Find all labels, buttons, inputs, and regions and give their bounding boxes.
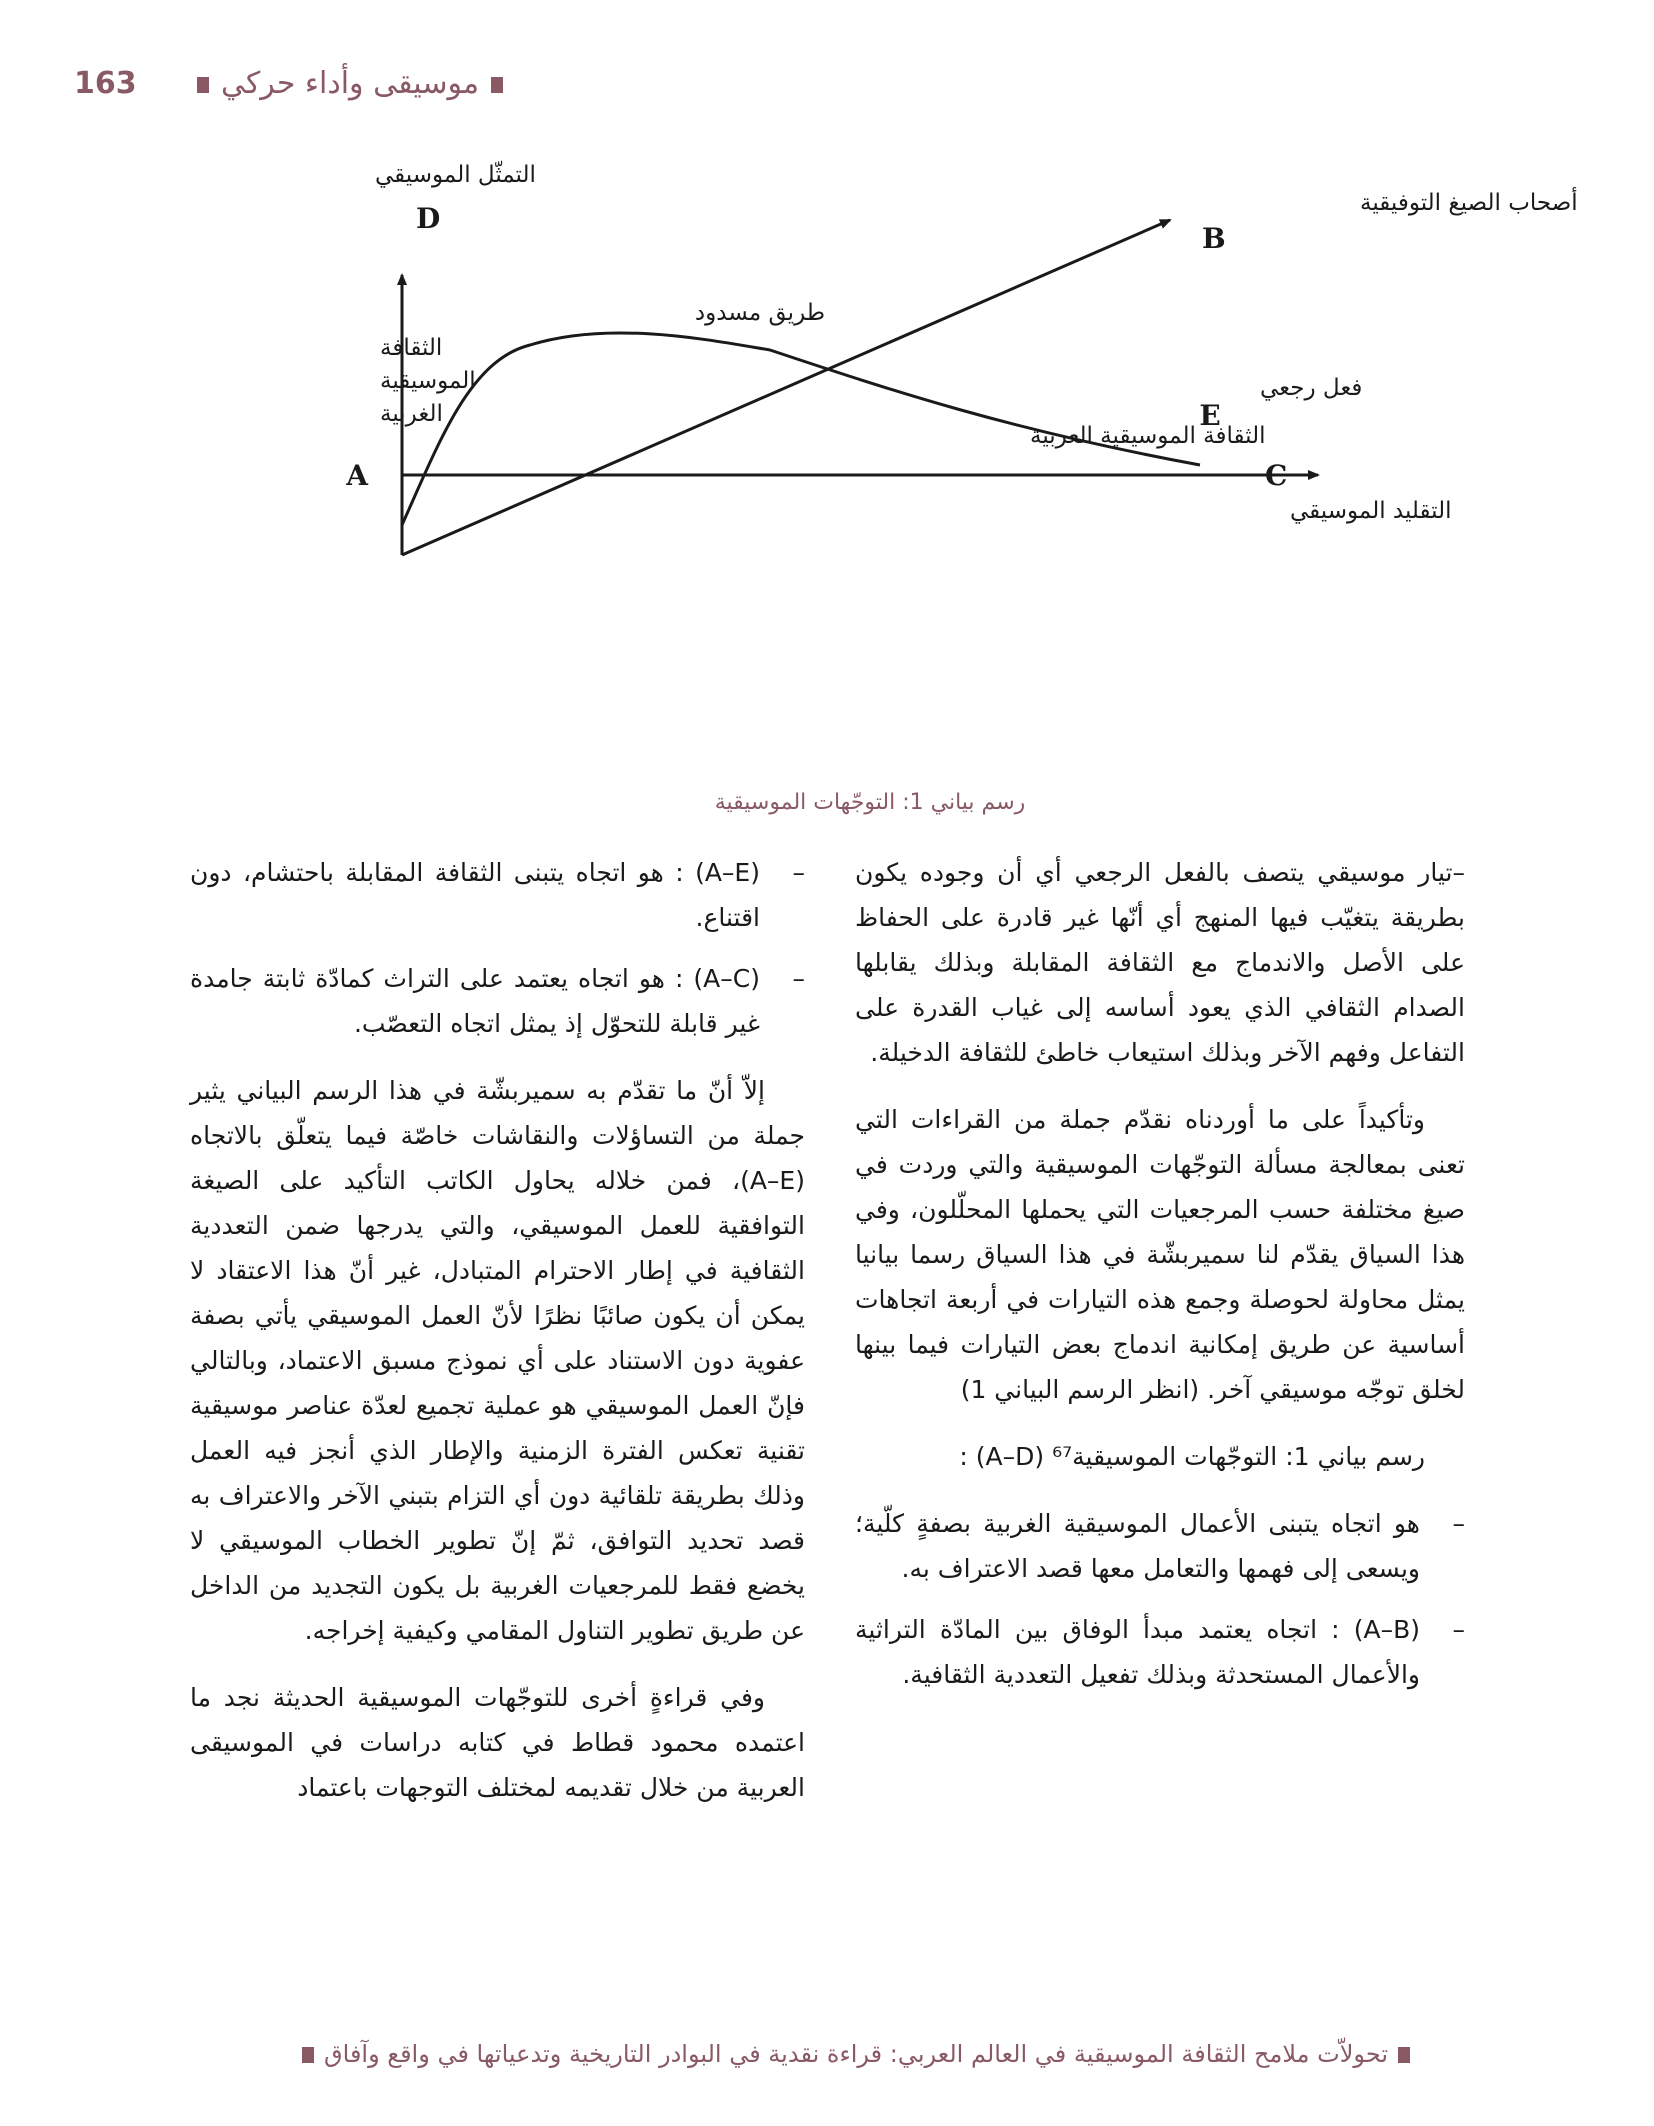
footer-square-right [1398,2047,1410,2063]
running-head-text: موسيقى وأداء حركي [221,66,480,101]
label-E-text: فعل رجعي [1260,375,1363,401]
diagram-svg [290,162,1578,780]
right-column [855,850,1465,1719]
right-caption-line: رسم بياني 1: التوجّهات الموسيقية⁶⁷ (A–D) : [959,1442,1425,1471]
head-square-right [491,77,503,93]
label-A: A [346,459,368,492]
running-head [185,66,515,101]
right-bullet-2-text: (A–B) : اتجاه يعتمد مبدأ الوفاق بين المادّة التراثية والأعمال المستحدثة وبذلك تفعيل التعددية الثقافية. [855,1615,1420,1689]
label-western-2: الموسيقية [380,368,476,394]
head-square-left [197,77,209,93]
footer-text: تحولاّت ملامح الثقافة الموسيقية في العالم العربي: قراءة نقدية في البوادر التاريخية وتدعياتها في واقع وآفاق [324,2040,1388,2068]
footer [190,2040,1420,2068]
right-paragraph-1: –تيار موسيقي يتصف بالفعل الرجعي أي أن وجوده يكون بطريقة يتغيّب فيها المنهج أي أنّها غير قادرة على الحفاظ على الأصل والاندماج مع الثقافة المقابلة وبذلك يقابلها الصدام الثقافي الذي يعود أساسه إلى غياب القدرة على التفاعل وفهم الآخر وبذلك استيعاب خاطئ للثقافة الدخيلة. [855,858,1465,1067]
left-paragraph-2: وفي قراءةٍ أخرى للتوجّهات الموسيقية الحديثة نجد ما اعتمده محمود قطاط في كتابه دراسات في الموسيقى العربية من خلال تقديمه لمختلف التوجهات باعتماد [190,1683,805,1802]
left-bullet-2-text: (A–C) : هو اتجاه يعتمد على التراث كمادّة ثابتة جامدة غير قابلة للتحوّل إذ يمثل اتجاه التعصّب. [190,964,760,1038]
left-column [190,850,805,1832]
figure-diagram [290,162,1578,780]
x-axis-title: التقليد الموسيقي [1290,498,1452,524]
left-bullet-list [190,850,805,1046]
dash-mark: – [792,964,805,993]
label-western-1: الثقافة [380,335,443,361]
label-B-text: أصحاب الصيغ التوفيقية [1360,190,1578,216]
right-paragraph-2: وتأكيداً على ما أوردناه نقدّم جملة من القراءات التي تعنى بمعالجة مسألة التوجّهات الموسيقية والتي وردت في صيغ مختلفة حسب المرجعيات التي يحملها المحلّلون، وفي هذا السياق يقدّم لنا سميربشّة في هذا السياق رسما بيانيا يمثل محاولة لحوصلة وجمع هذه التيارات في أربعة اتجاهات أساسية عن طريق إمكانية اندماج بعض التيارات فيما بينها لخلق توجّه موسيقي آخر. (انظر الرسم البياني 1) [855,1105,1465,1404]
label-E: E [1199,399,1221,432]
figure-caption: رسم بياني 1: التوجّهات الموسيقية [714,790,1026,815]
label-B: B [1202,222,1226,255]
dash-mark: – [1452,1615,1465,1644]
line-to-B [402,220,1170,555]
y-axis-title: التمثّل الموسيقي [375,162,536,188]
label-D: D [416,202,441,235]
dash-mark: – [792,858,805,887]
dash-mark: – [1452,1509,1465,1538]
left-bullet-2 [190,956,805,1046]
left-bullet-1 [190,850,805,940]
label-arab-culture: الثقافة الموسيقية العربية [1030,423,1266,449]
footer-square-left [302,2047,314,2063]
right-bullet-1 [855,1501,1465,1591]
label-C: C [1265,459,1288,492]
label-western-3: الغربية [380,401,443,427]
left-paragraph-1: إلاّ أنّ ما تقدّم به سميربشّة في هذا الرسم البياني يثير جملة من التساؤلات والنقاشات خاصّة فيما يتعلّق بالاتجاه (A–E)، فمن خلاله يحاول الكاتب التأكيد على الصيغة التوافقية للعمل الموسيقي، والتي يدرجها ضمن التعددية الثقافية في إطار الاحترام المتبادل، غير أنّ هذا الاعتقاد لا يمكن أن يكون صائبًا نظرًا لأنّ العمل الموسيقي يأتي بصفة عفوية دون الاستناد على أي نموذج مسبق الاعتماد، وبالتالي فإنّ العمل الموسيقي هو عملية تجميع لعدّة عناصر موسيقية تقنية تعكس الفترة الزمنية والإطار الذي أنجز فيه العمل وذلك بطريقة تلقائية دون أي التزام بتبني الآخر والاعتراف به قصد تحديد التوافق، ثمّ إنّ تطوير الخطاب الموسيقي لا يخضع فقط للمرجعيات الغربية بل يكون التجديد من الداخل عن طريق تطوير التناول المقامي وكيفية إخراجه. [190,1076,805,1645]
right-bullet-list [855,1501,1465,1697]
right-bullet-1-text: هو اتجاه يتبنى الأعمال الموسيقية الغربية بصفةٍ كلّية؛ ويسعى إلى فهمها والتعامل معها قصد الاعتراف به. [855,1509,1420,1583]
label-blocked: طريق مسدود [694,300,826,326]
page-number: 163 [74,66,137,101]
right-bullet-2 [855,1607,1465,1697]
left-bullet-1-text: (A–E) : هو اتجاه يتبنى الثقافة المقابلة باحتشام، دون اقتناع. [190,858,760,932]
